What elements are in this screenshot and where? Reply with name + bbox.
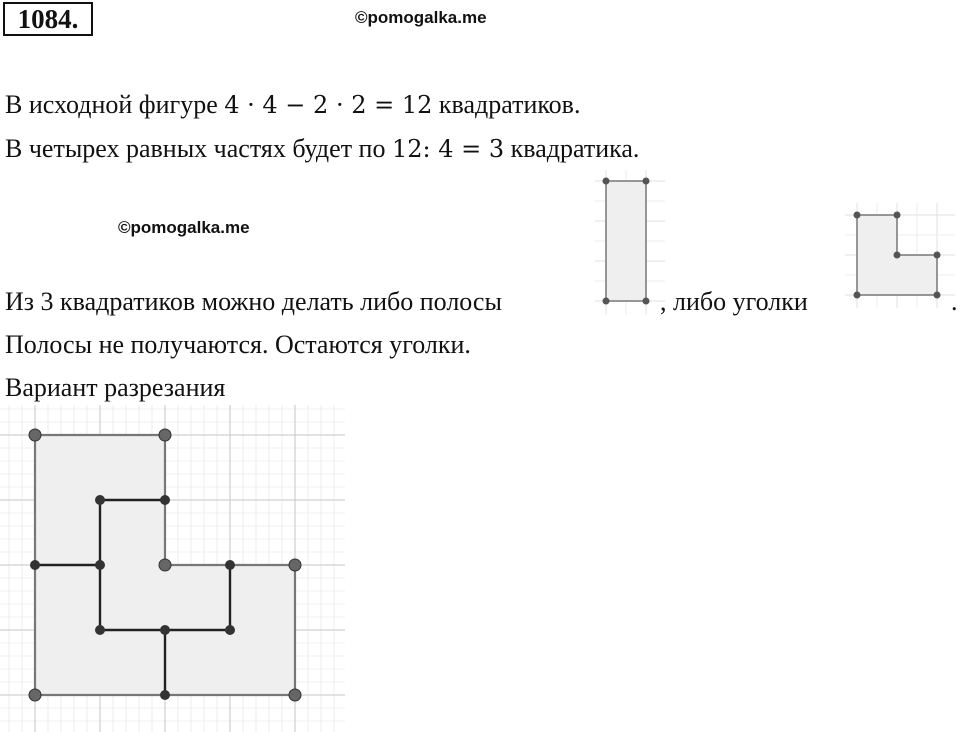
corner-figure bbox=[845, 203, 955, 308]
line-1-math: 4 · 4 − 2 · 2 = 12 bbox=[224, 91, 433, 119]
watermark-middle: ©pomogalka.me bbox=[118, 218, 250, 237]
text-line-2 bbox=[5, 134, 639, 164]
strip-shape bbox=[606, 181, 646, 301]
strip-figure bbox=[595, 170, 665, 315]
line-3-middle: , либо уголки bbox=[660, 287, 808, 316]
line-2-math: 12: 4 = 3 bbox=[391, 135, 505, 163]
line-2-prefix: В четырех равных частях будет по bbox=[5, 134, 392, 163]
problem-number: 1084. bbox=[3, 2, 93, 36]
line-3-prefix: Из 3 квадратиков можно делать либо полосы bbox=[5, 287, 502, 316]
line-1-prefix: В исходной фигуре bbox=[5, 90, 225, 119]
line-2-suffix: квадратика. bbox=[504, 134, 640, 163]
text-line-1 bbox=[5, 90, 580, 120]
watermark-top: ©pomogalka.me bbox=[355, 8, 487, 27]
cutting-diagram bbox=[0, 405, 345, 732]
line-3-end: . bbox=[951, 287, 958, 316]
text-line-4: Полосы не получаются. Остаются уголки. bbox=[5, 330, 471, 359]
text-line-5: Вариант разрезания bbox=[5, 373, 226, 402]
line-1-suffix: квадратиков. bbox=[432, 90, 581, 119]
